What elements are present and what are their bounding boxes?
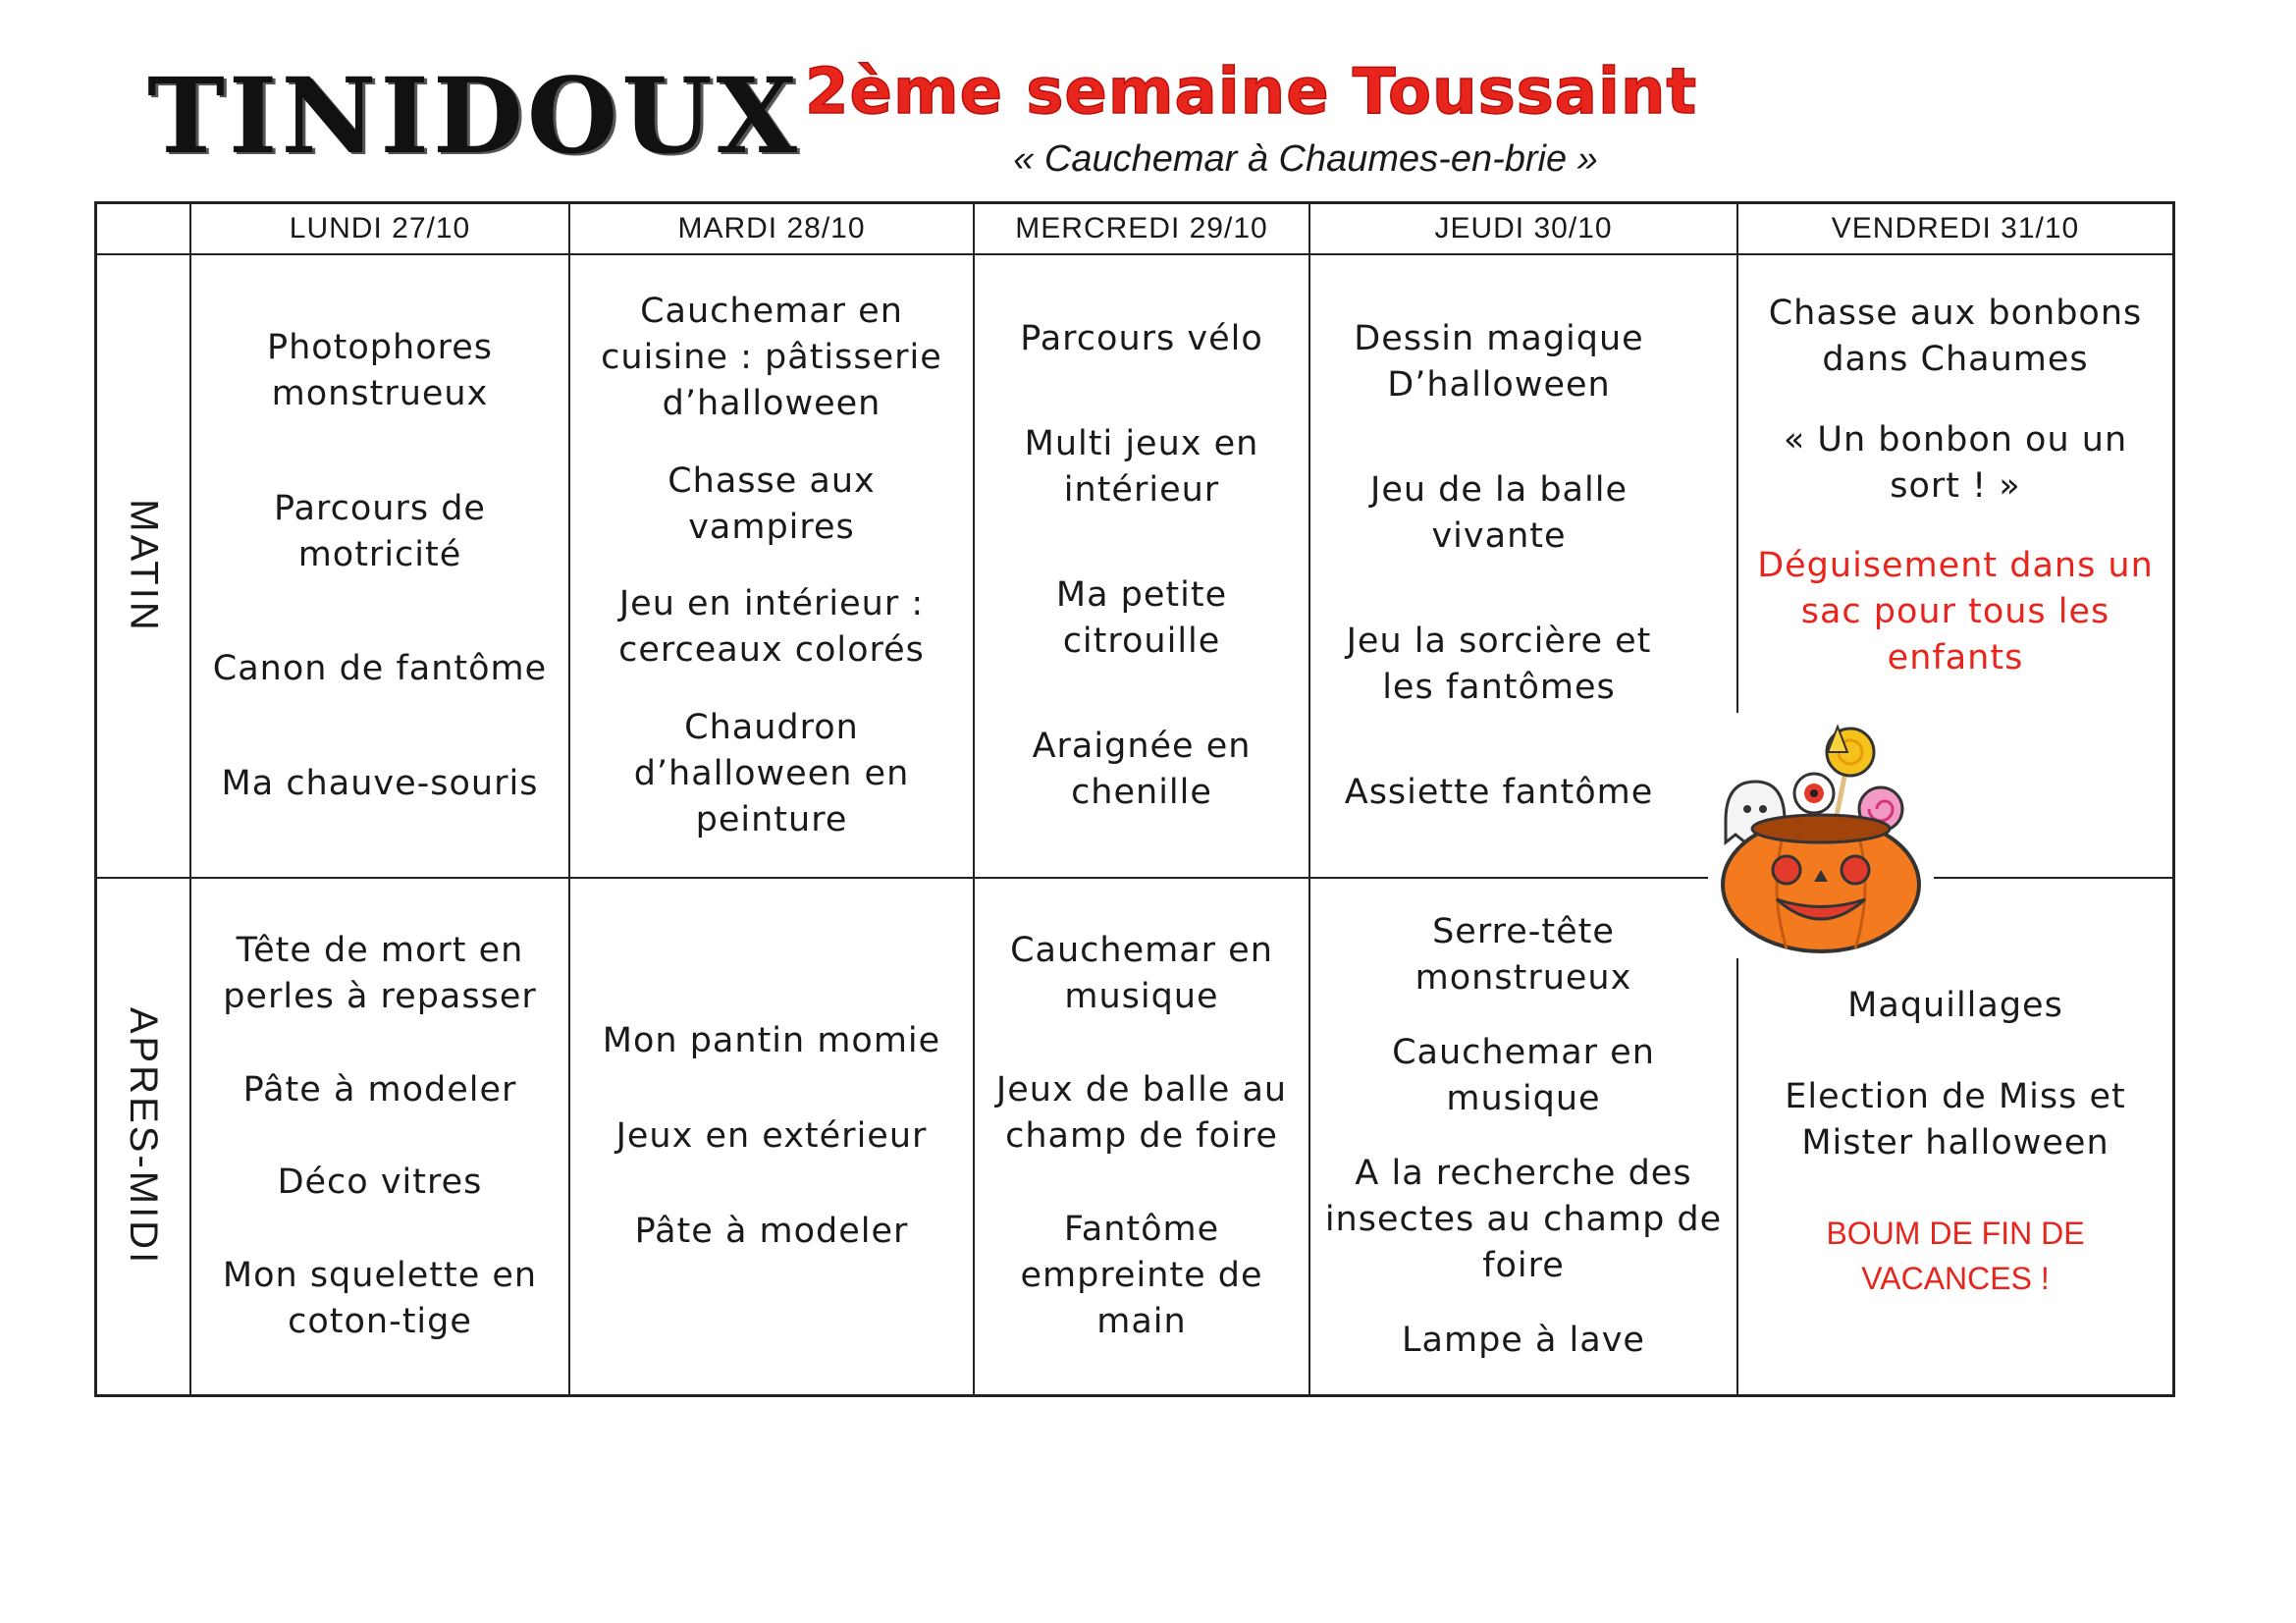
afternoon-monday-cell	[191, 879, 568, 1394]
period-label-morning-text: MATIN	[122, 499, 166, 633]
activity: Mon squelette en coton-tige	[222, 1256, 538, 1342]
activity: Araignée en chenille	[1032, 727, 1252, 812]
activity: Jeux de balle au champ de foire	[995, 1070, 1288, 1156]
activity: Dessin magique D’halloween	[1354, 319, 1644, 405]
day-header-thursday: JEUDI 30/10	[1434, 212, 1613, 244]
activity: Multi jeux en intérieur	[1024, 424, 1259, 510]
activity: Cauchemar en musique	[1010, 931, 1273, 1016]
logo: TINIDOUX	[147, 54, 801, 177]
activity: Parcours de motricité	[274, 488, 486, 574]
activity: Photophores monstrueux	[266, 328, 494, 414]
day-header-friday: VENDREDI 31/10	[1831, 212, 2080, 244]
afternoon-thursday-cell	[1310, 879, 1736, 1394]
period-label-afternoon-text: APRES-MIDI	[122, 1006, 166, 1267]
activity: Chasse aux vampires	[667, 460, 876, 547]
morning-monday-cell	[191, 255, 568, 877]
activity: Jeu de la balle vivante	[1370, 470, 1628, 556]
afternoon-friday-cell	[1738, 936, 2172, 1348]
activity: Election de Miss et Mister halloween	[1785, 1076, 2126, 1163]
activity: Tête de mort en perles à repasser	[223, 930, 537, 1016]
pumpkin-candy-icon	[1708, 713, 1934, 958]
activity: Mon pantin momie	[602, 1021, 941, 1060]
activity: Jeu en intérieur : cerceaux colorés	[618, 584, 925, 671]
activity: Serre-tête monstrueux	[1415, 912, 1632, 998]
activity: Pâte à modeler	[242, 1069, 517, 1109]
activity: Fantôme empreinte de main	[1020, 1210, 1263, 1341]
page-subtitle: « Cauchemar à Chaumes-en-brie »	[1013, 138, 1598, 180]
afternoon-wednesday-cell	[975, 879, 1308, 1394]
day-header-monday: LUNDI 27/10	[289, 212, 471, 244]
period-label-afternoon	[97, 879, 189, 1394]
activity: Déco vitres	[277, 1163, 483, 1203]
activity: Ma petite citrouille	[1055, 575, 1228, 661]
day-header-tuesday: MARDI 28/10	[677, 212, 866, 244]
activity: Assiette fantôme	[1344, 773, 1654, 812]
activity: Chaudron d’halloween en peinture	[633, 708, 910, 840]
activity: Jeu la sorcière et les fantômes	[1346, 622, 1652, 707]
morning-tuesday-cell	[570, 255, 973, 877]
morning-friday-cell	[1738, 255, 2172, 717]
activity: Parcours vélo	[1020, 319, 1263, 358]
activity: Maquillages	[1847, 985, 2063, 1025]
activity: Cauchemar en musique	[1392, 1033, 1655, 1118]
activity: Jeux en extérieur	[615, 1116, 928, 1156]
activity-highlight: Déguisement dans un sac pour tous les enfants	[1757, 545, 2154, 677]
day-header-wednesday: MERCREDI 29/10	[1015, 212, 1268, 244]
morning-thursday-cell	[1310, 255, 1736, 877]
activity: Lampe à lave	[1402, 1321, 1645, 1360]
period-label-morning	[97, 255, 189, 877]
page-title: 2ème semaine Toussaint	[805, 56, 1698, 129]
pumpkin-candy-svg	[1708, 713, 1934, 958]
activity-highlight: BOUM DE FIN DE VACANCES !	[1826, 1216, 2085, 1297]
activity: Canon de fantôme	[212, 649, 548, 689]
morning-wednesday-cell	[975, 255, 1308, 877]
activity: A la recherche des insectes au champ de foire	[1324, 1154, 1723, 1285]
afternoon-tuesday-cell	[570, 879, 973, 1394]
activity: Ma chauve-souris	[221, 763, 539, 803]
activity: Pâte à modeler	[634, 1212, 909, 1251]
activity: Cauchemar en cuisine : pâtisserie d’halloween	[601, 291, 942, 423]
activity: « Un bonbon ou un sort ! »	[1783, 419, 2128, 506]
activity: Chasse aux bonbons dans Chaumes	[1768, 294, 2143, 380]
